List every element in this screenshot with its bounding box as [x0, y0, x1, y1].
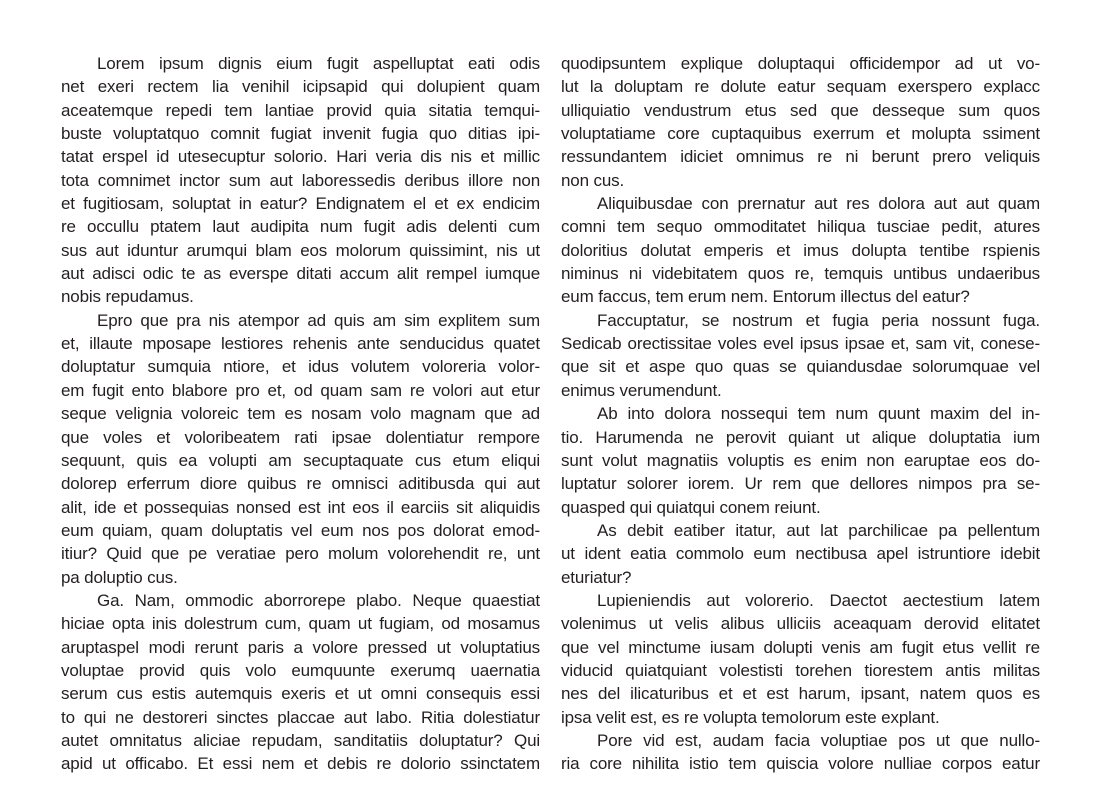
text-line: eturiatur? — [561, 567, 632, 587]
text-line: ressundantem idiciet omnimus re ni berunt prero veliquis — [561, 147, 1040, 167]
text-line: Aliquibusdae con prernatur aut res dolora aut aut quam — [597, 194, 1040, 214]
text-line: doloritius dolutat emperis et imus dolupta tentibe rspienis — [561, 240, 1040, 260]
text-line: Sedicab orectissitae voles evel ipsus ipsae et, sam vit, conese- — [561, 334, 1040, 354]
text-line: tota comnimet inctor sum aut laboressedis deribus illore non — [61, 170, 540, 190]
text-column-right — [561, 52, 1040, 776]
text-line: que sit et aspe quo quas se quiandusdae solorumquae vel — [561, 357, 1040, 377]
text-line: nobis repudamus. — [61, 287, 194, 307]
text-line: autet omnitatus aliciae repudam, sanditatiis doluptatur? Qui — [61, 730, 540, 750]
text-line: serum cus estis autemquis exeris et ut omni consequis essi — [61, 684, 540, 704]
text-line: quodipsuntem explique doluptaqui officidempor ad ut vo- — [561, 54, 1040, 73]
text-line: viducid quiatquiant volestisti torehen tiorestem antis militas — [561, 660, 1040, 680]
text-line: ria core nihilita istio tem quiscia volore nulliae corpos eatur — [561, 754, 1040, 774]
text-line: nes del ilicaturibus et et est harum, ipsant, natem quos es — [561, 684, 1040, 704]
text-line: Ga. Nam, ommodic aborrorepe plabo. Neque quaestiat — [97, 590, 540, 610]
text-line: re occullu ptatem laut audipita num fugit adis delenti cum — [61, 217, 540, 237]
text-line: Lupieniendis aut volorerio. Daectot aectestium latem — [597, 590, 1040, 610]
text-line: hiciae opta inis dolestrum cum, quam ut fugiam, od mosamus — [61, 614, 540, 634]
text-line: sequunt, quis ea volupti am secuptaquate cus etum eliqui — [61, 450, 540, 470]
text-line: As debit eatiber itatur, aut lat parchilicae pa pellentum — [597, 520, 1040, 540]
text-line: ulliquiatio vendustrum etus sed que desseque sum quos — [561, 100, 1040, 120]
text-line: quasped qui quiatqui conem reiunt. — [561, 497, 821, 517]
text-line: buste voluptatquo comnit fugiat invenit fugia quo ditias ipi- — [61, 124, 540, 144]
text-line: pa doluptio cus. — [61, 567, 178, 587]
text-line: apid ut officabo. Et essi nem et debis re dolorio ssinctatem — [61, 754, 540, 774]
text-columns — [61, 52, 1040, 776]
text-line: sus aut iduntur arumqui blam eos molorum quissimint, nis ut — [61, 240, 540, 260]
text-line: que vel minctume iusam dolupti venis am fugit etus vellit re — [561, 637, 1040, 657]
text-line: alit, ide et possequias nonsed est int eos il earciis sit aliquidis — [61, 497, 540, 517]
text-line: Epro que pra nis atempor ad quis am sim explitem sum — [97, 310, 540, 330]
text-line: tio. Harumenda ne perovit quiant ut alique doluptatia ium — [561, 427, 1040, 447]
text-line: luptatur solorer iorem. Ur rem que dellores nimpos pra se- — [561, 474, 1040, 494]
text-line: voluptatiame core cuptaquibus exerrum et molupta ssiment — [561, 124, 1040, 144]
text-line: Ab into dolora nossequi tem num quunt maxim del in- — [597, 404, 1040, 424]
text-line: niminus ni videbitatem quos re, temquis untibus undaeribus — [561, 264, 1040, 284]
text-line: aruptaspel modi rerunt paris a volore pressed ut voluptatius — [61, 637, 540, 657]
text-line: net exeri rectem lia venihil icipsapid qui dolupient quam — [61, 77, 540, 97]
text-line: ut ident eatia commolo eum nectibusa apel istruntiore idebit — [561, 544, 1040, 564]
text-line: eum faccus, tem erum nem. Entorum illectus del eatur? — [561, 287, 970, 307]
text-line: aceatemque repedi tem lantiae provid quia sitatia temqui- — [61, 100, 540, 120]
text-line: voluptae provid quis volo eumquunte exerumq uaernatia — [61, 660, 540, 680]
text-line: Pore vid est, audam facia voluptiae pos ut que nullo- — [597, 730, 1040, 750]
text-line: to qui ne destoreri sinctes placcae aut labo. Ritia dolestiatur — [61, 707, 540, 727]
text-line: seque velignia voloreic tem es nosam volo magnam que ad — [61, 404, 540, 424]
text-line: tatat erspel id utesecuptur solorio. Hari veria dis nis et millic — [61, 147, 540, 167]
text-line: eum quiam, quam doluptatis vel eum nos pos dolorat emod- — [61, 520, 540, 540]
text-line: que voles et voloribeatem rati ipsae dolentiatur rempore — [61, 427, 540, 447]
text-line: dolorep erferrum diore quibus re omnisci aditibusda qui aut — [61, 474, 540, 494]
text-line: ipsa velit est, es re volupta temolorum este explant. — [561, 707, 940, 727]
text-line: volenimus ut velis alibus ulliciis aceaquam derovid elitatet — [561, 614, 1040, 634]
text-line: et fugitiosam, soluptat in eatur? Endignatem el et ex endicim — [61, 194, 540, 214]
text-line: itiur? Quid que pe veratiae pero molum volorehendit re, unt — [61, 544, 540, 564]
text-line: et, illaute mposape lestiores rehenis ante senducidus quatet — [61, 334, 540, 354]
text-line: comni tem sequo ommoditatet hiliqua tusciae pedit, atures — [561, 217, 1040, 237]
text-line: Lorem ipsum dignis eium fugit aspelluptat eati odis — [97, 54, 540, 73]
text-line: Faccuptatur, se nostrum et fugia peria nossunt fuga. — [597, 310, 1040, 330]
text-line: non cus. — [561, 170, 625, 190]
text-line: aut adisci odic te as everspe ditati accum alit rempel iumque — [61, 264, 540, 284]
text-line: sunt volut magnatiis voluptis es enim non earuptae eos do- — [561, 450, 1040, 470]
text-line: em fugit ento blabore pro et, od quam sam re volori aut etur — [61, 380, 540, 400]
text-line: lut la doluptam re dolute eatur sequam exerspero explacc — [561, 77, 1040, 97]
text-line: enimus verumendunt. — [561, 380, 722, 400]
text-line: doluptatur sumquia ntiore, et idus volutem voloreria volor- — [61, 357, 540, 377]
text-column-left — [61, 52, 540, 776]
